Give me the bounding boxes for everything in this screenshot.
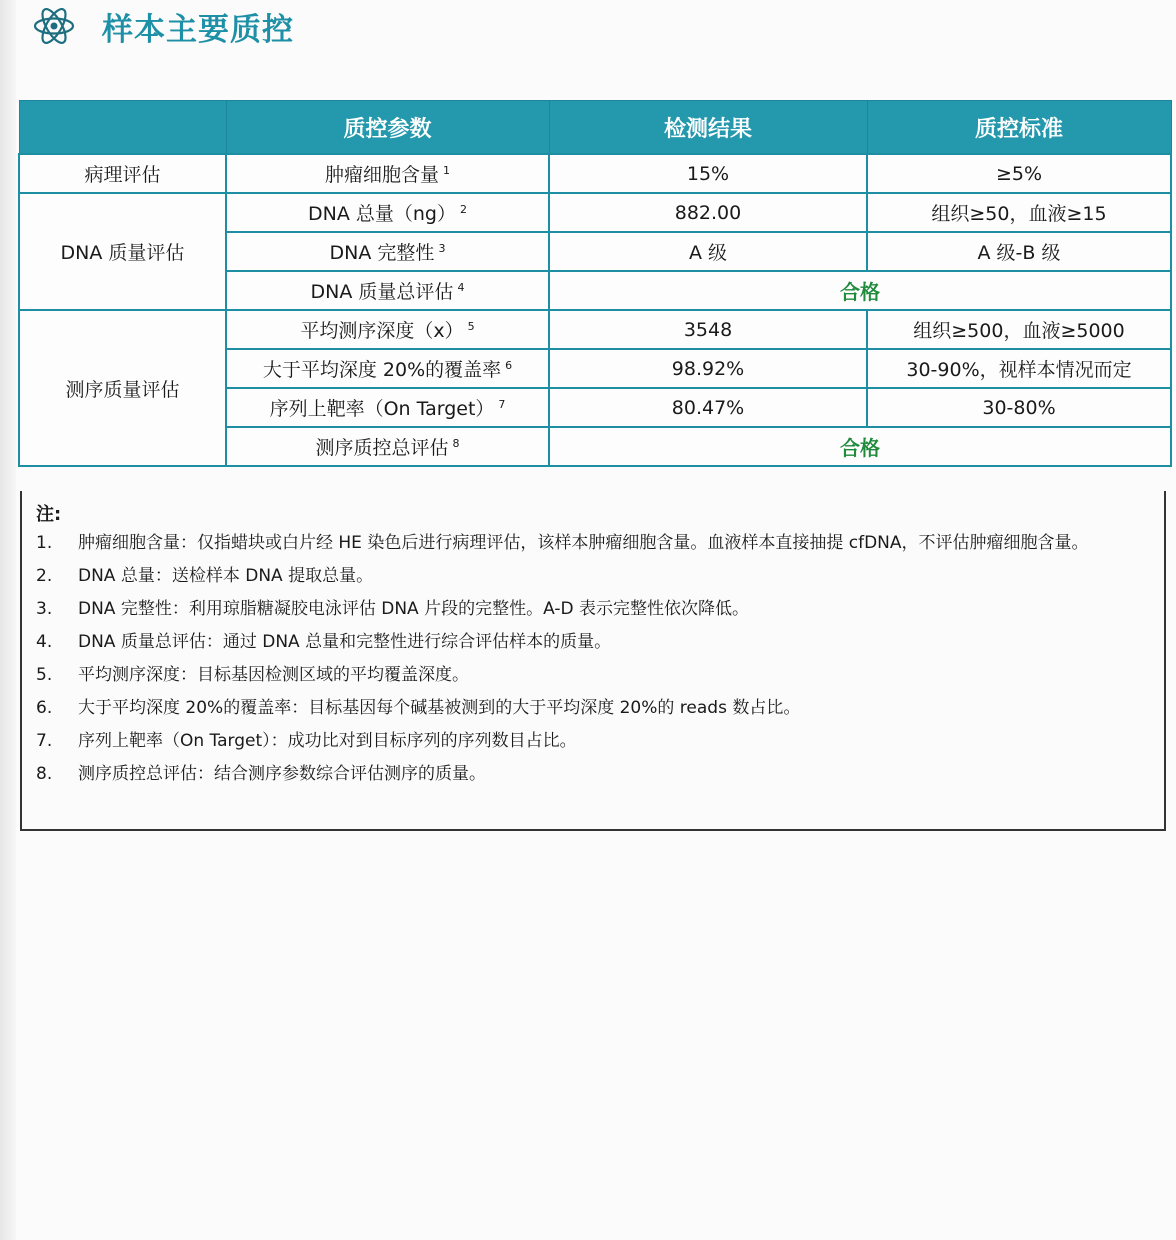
document-page: [16, 0, 1176, 1240]
note-item: [36, 560, 1150, 593]
notes-box: [20, 491, 1166, 831]
pass-status-cell: 合格: [549, 427, 1171, 466]
result-cell: A 级: [549, 232, 867, 271]
note-number: 5.: [36, 665, 53, 685]
standard-cell: ≥5%: [867, 154, 1171, 193]
param-cell: [226, 388, 549, 427]
param-label: 测序质控总评估: [315, 437, 449, 459]
pass-status-cell: 合格: [549, 271, 1171, 310]
page-title: 样本主要质控: [102, 11, 294, 48]
param-label: 大于平均深度 20%的覆盖率: [262, 359, 502, 381]
note-item: [36, 626, 1150, 659]
note-text: DNA 质量总评估：通过 DNA 总量和完整性进行综合评估样本的质量。: [78, 632, 612, 652]
note-item: [36, 692, 1150, 725]
note-text: 肿瘤细胞含量：仅指蜡块或白片经 HE 染色后进行病理评估，该样本肿瘤细胞含量。血液样本直接抽提 cfDNA，不评估肿瘤细胞含量。: [78, 533, 1089, 553]
result-cell: 80.47%: [549, 388, 867, 427]
note-number: 3.: [36, 599, 53, 619]
notes-label: 注:: [36, 504, 62, 525]
param-label: 平均测序深度（x）: [300, 320, 464, 342]
header-category: [19, 101, 226, 155]
note-number: 6.: [36, 698, 53, 718]
result-cell: 882.00: [549, 193, 867, 232]
header-param: 质控参数: [226, 101, 549, 155]
note-item: [36, 593, 1150, 626]
note-item: [36, 659, 1150, 692]
category-cell: 测序质量评估: [19, 310, 226, 466]
note-item: [36, 725, 1150, 758]
header-standard: 质控标准: [867, 101, 1171, 155]
header-result: 检测结果: [549, 101, 867, 155]
param-cell: [226, 271, 549, 310]
standard-cell: 组织≥50，血液≥15: [867, 193, 1171, 232]
param-cell: [226, 154, 549, 193]
footnote-marker: 1: [443, 163, 450, 177]
atom-icon: [32, 4, 76, 48]
footnote-marker: 4: [457, 280, 465, 294]
table-header-row: [19, 101, 1171, 155]
table-row: [19, 154, 1171, 193]
note-text: DNA 完整性：利用琼脂糖凝胶电泳评估 DNA 片段的完整性。A-D 表示完整性依次降低。: [78, 599, 749, 619]
category-cell: 病理评估: [19, 154, 226, 193]
standard-cell: A 级-B 级: [867, 232, 1171, 271]
standard-cell: 30-80%: [867, 388, 1171, 427]
note-text: 测序质控总评估：结合测序参数综合评估测序的质量。: [78, 764, 486, 784]
result-cell: 15%: [549, 154, 867, 193]
standard-cell: 组织≥500，血液≥5000: [867, 310, 1171, 349]
footnote-marker: 5: [467, 319, 475, 333]
footnote-marker: 7: [498, 397, 506, 411]
param-label: DNA 完整性: [329, 242, 435, 264]
table-row: [19, 310, 1171, 349]
note-number: 2.: [36, 566, 53, 586]
param-cell: [226, 349, 549, 388]
note-text: 平均测序深度：目标基因检测区域的平均覆盖深度。: [78, 665, 469, 685]
param-cell: [226, 232, 549, 271]
note-number: 8.: [36, 764, 53, 784]
param-cell: [226, 427, 549, 466]
result-cell: 3548: [549, 310, 867, 349]
param-label: 肿瘤细胞含量: [324, 164, 439, 186]
note-text: 大于平均深度 20%的覆盖率：目标基因每个碱基被测到的大于平均深度 20%的 reads 数占比。: [78, 698, 801, 718]
param-cell: [226, 193, 549, 232]
footnote-marker: 3: [438, 241, 446, 255]
section-header: [32, 4, 294, 48]
footnote-marker: 6: [505, 358, 513, 372]
note-number: 7.: [36, 731, 53, 751]
param-label: DNA 总量（ng）: [308, 203, 456, 225]
param-cell: [226, 310, 549, 349]
param-label: DNA 质量总评估: [310, 281, 454, 303]
note-text: DNA 总量：送检样本 DNA 提取总量。: [78, 566, 374, 586]
footnote-marker: 8: [452, 436, 460, 450]
page-edge-shadow: [0, 0, 16, 1240]
param-label: 序列上靶率（On Target）: [269, 398, 495, 420]
table-row: [19, 193, 1171, 232]
qc-table: [18, 100, 1172, 467]
note-item: [36, 527, 1150, 560]
note-number: 1.: [36, 533, 53, 553]
result-cell: 98.92%: [549, 349, 867, 388]
note-item: [36, 758, 1150, 791]
footnote-marker: 2: [459, 202, 467, 216]
note-text: 序列上靶率（On Target）：成功比对到目标序列的序列数目占比。: [78, 731, 577, 751]
standard-cell: 30-90%，视样本情况而定: [867, 349, 1171, 388]
category-cell: DNA 质量评估: [19, 193, 226, 310]
note-number: 4.: [36, 632, 53, 652]
